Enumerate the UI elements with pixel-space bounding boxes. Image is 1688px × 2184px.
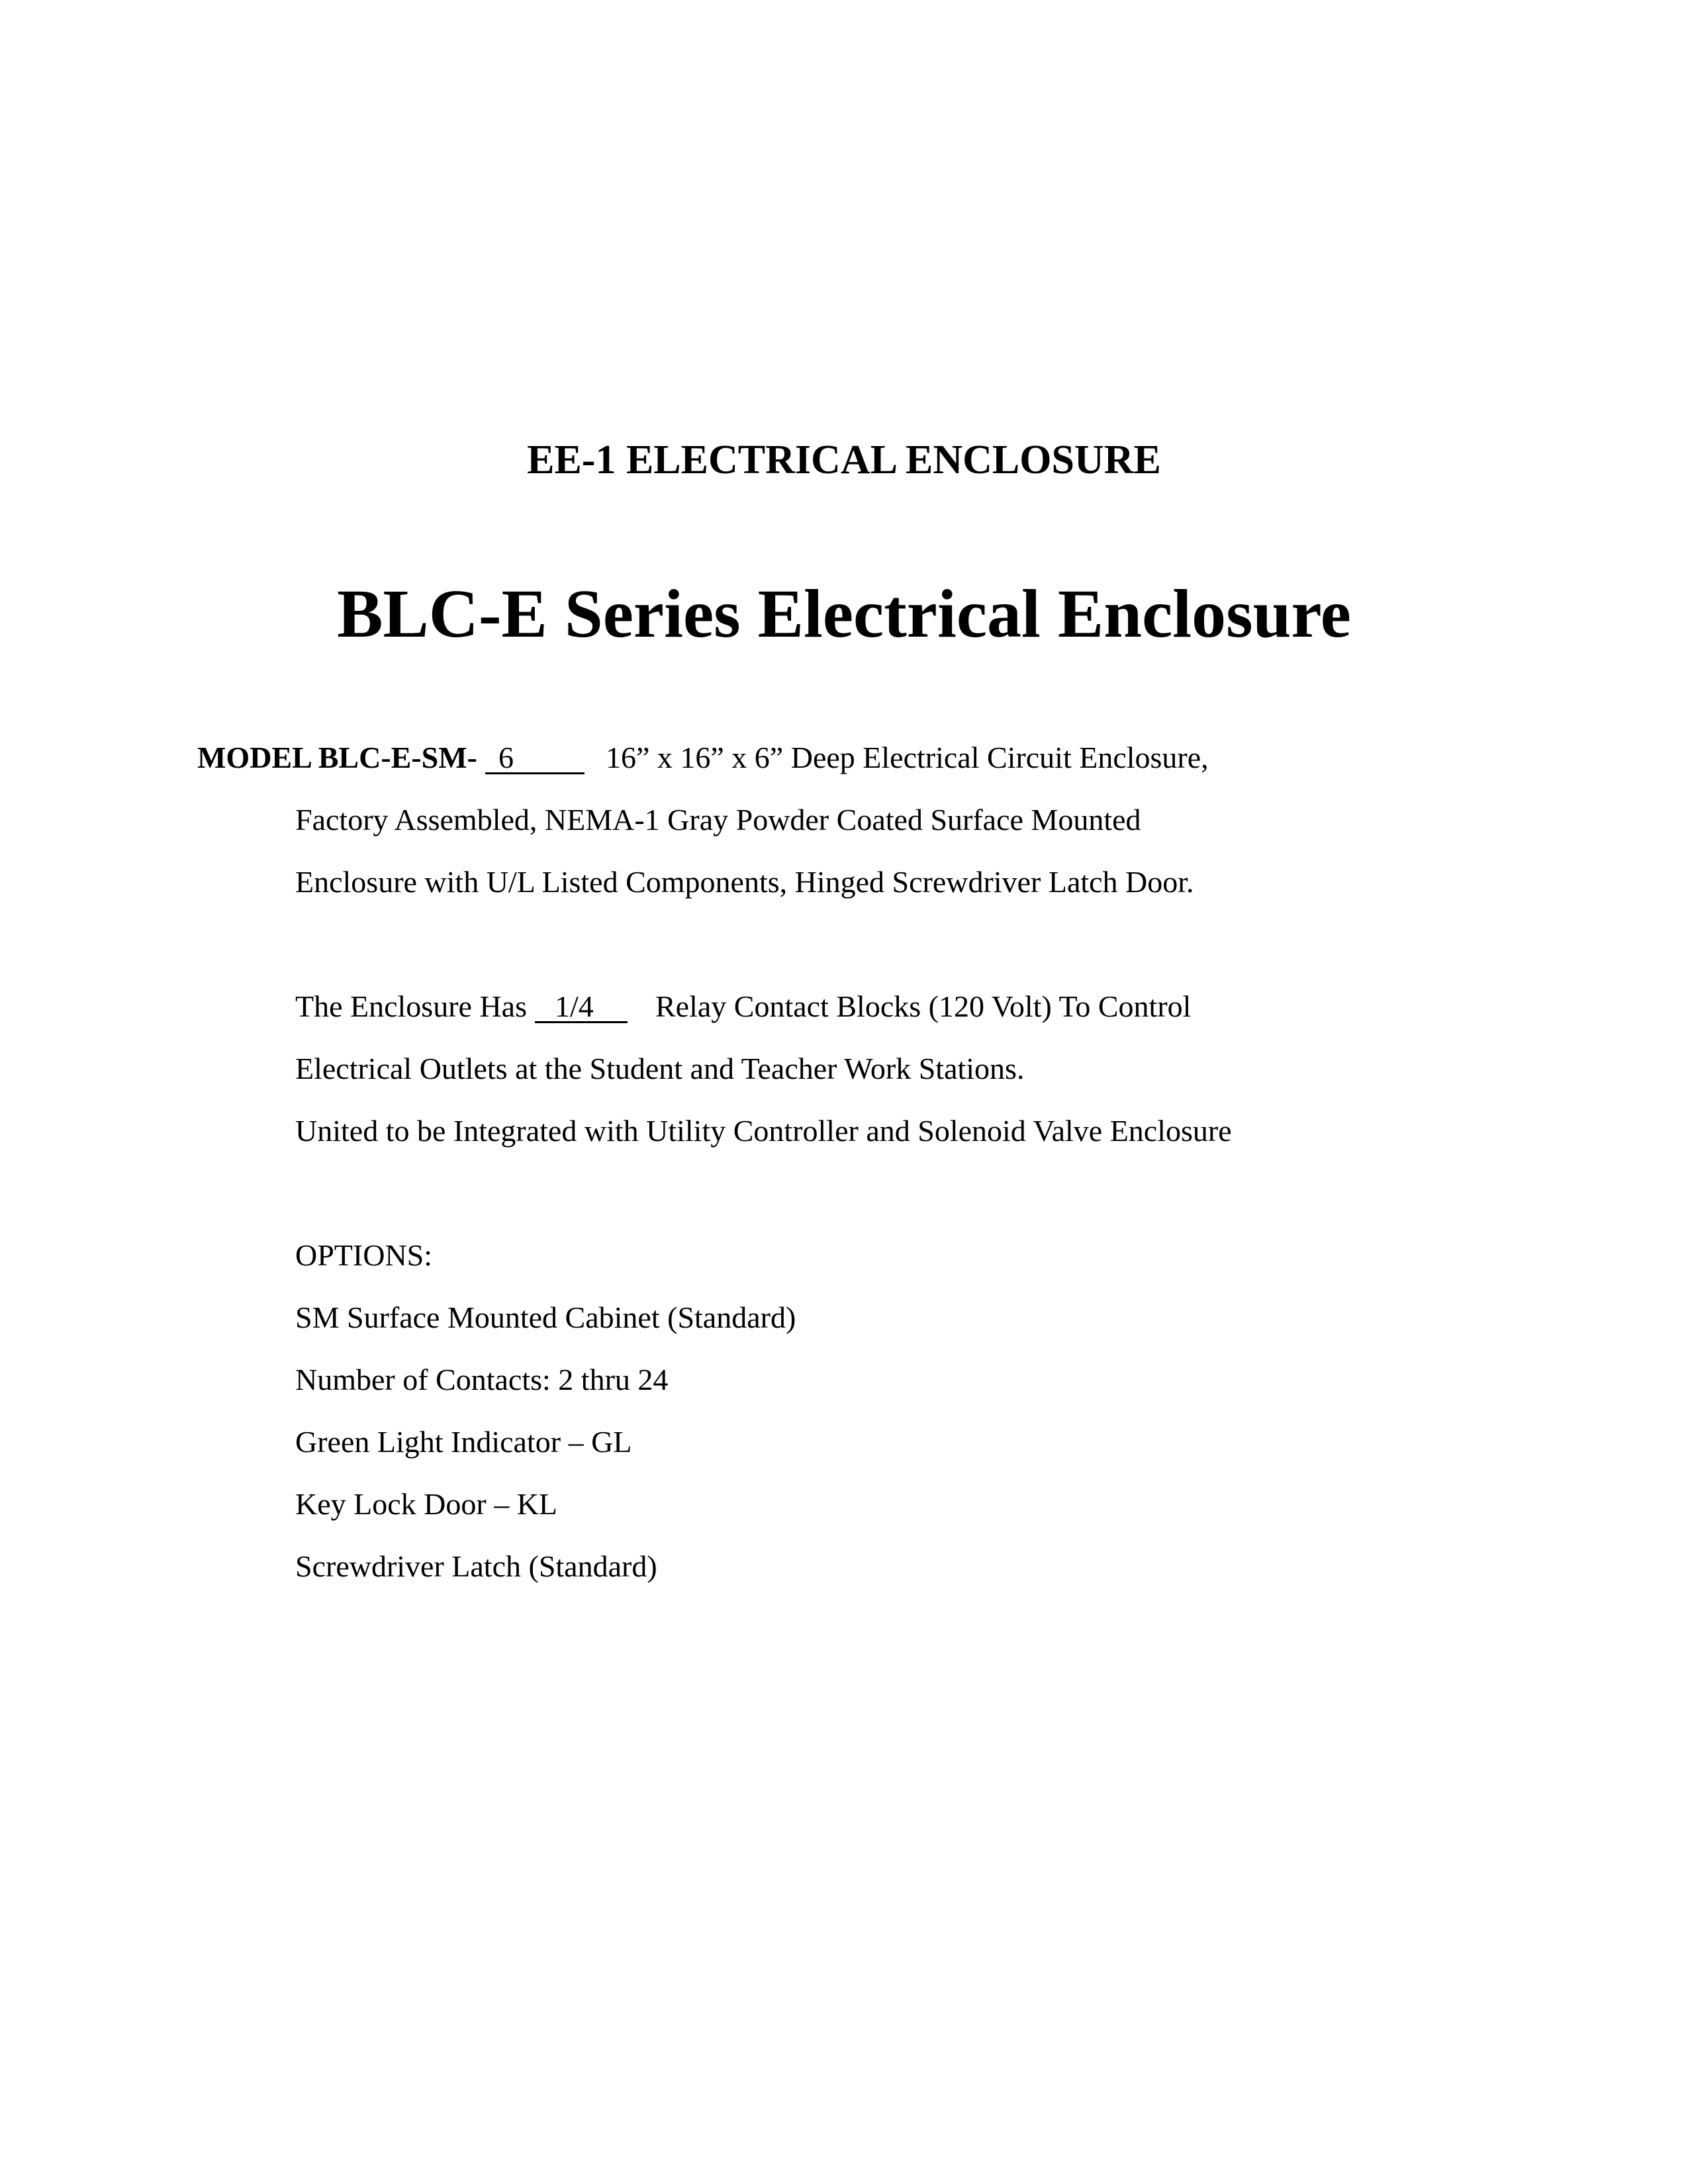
model-value-field: 6	[485, 743, 585, 774]
relay-line	[295, 987, 1191, 1026]
option-item: Number of Contacts: 2 thru 24	[295, 1363, 669, 1396]
model-line	[197, 738, 1209, 778]
relay-line2: Electrical Outlets at the Student and Teacher Work Stations.	[295, 1052, 1025, 1085]
model-description-line3: Enclosure with U/L Listed Components, Hinged Screwdriver Latch Door.	[295, 865, 1194, 899]
page-title: BLC-E Series Electrical Enclosure	[337, 576, 1351, 652]
option-item: Green Light Indicator – GL	[295, 1425, 632, 1459]
model-description-line2: Factory Assembled, NEMA-1 Gray Powder Coated Surface Mounted	[295, 803, 1141, 837]
option-item: Key Lock Door – KL	[295, 1487, 558, 1521]
relay-line3: United to be Integrated with Utility Controller and Solenoid Valve Enclosure	[295, 1114, 1232, 1148]
option-item: Screwdriver Latch (Standard)	[295, 1549, 657, 1583]
relay-prefix: The Enclosure Has	[295, 989, 527, 1023]
model-description-line1: 16” x 16” x 6” Deep Electrical Circuit Enclosure,	[605, 741, 1209, 774]
option-item: SM Surface Mounted Cabinet (Standard)	[295, 1300, 796, 1334]
options-heading: OPTIONS:	[295, 1238, 433, 1272]
model-label: MODEL BLC-E-SM-	[197, 741, 477, 774]
relay-suffix: Relay Contact Blocks (120 Volt) To Control	[655, 989, 1192, 1023]
section-heading: EE-1 ELECTRICAL ENCLOSURE	[527, 437, 1161, 482]
relay-value-field: 1/4	[535, 992, 628, 1023]
